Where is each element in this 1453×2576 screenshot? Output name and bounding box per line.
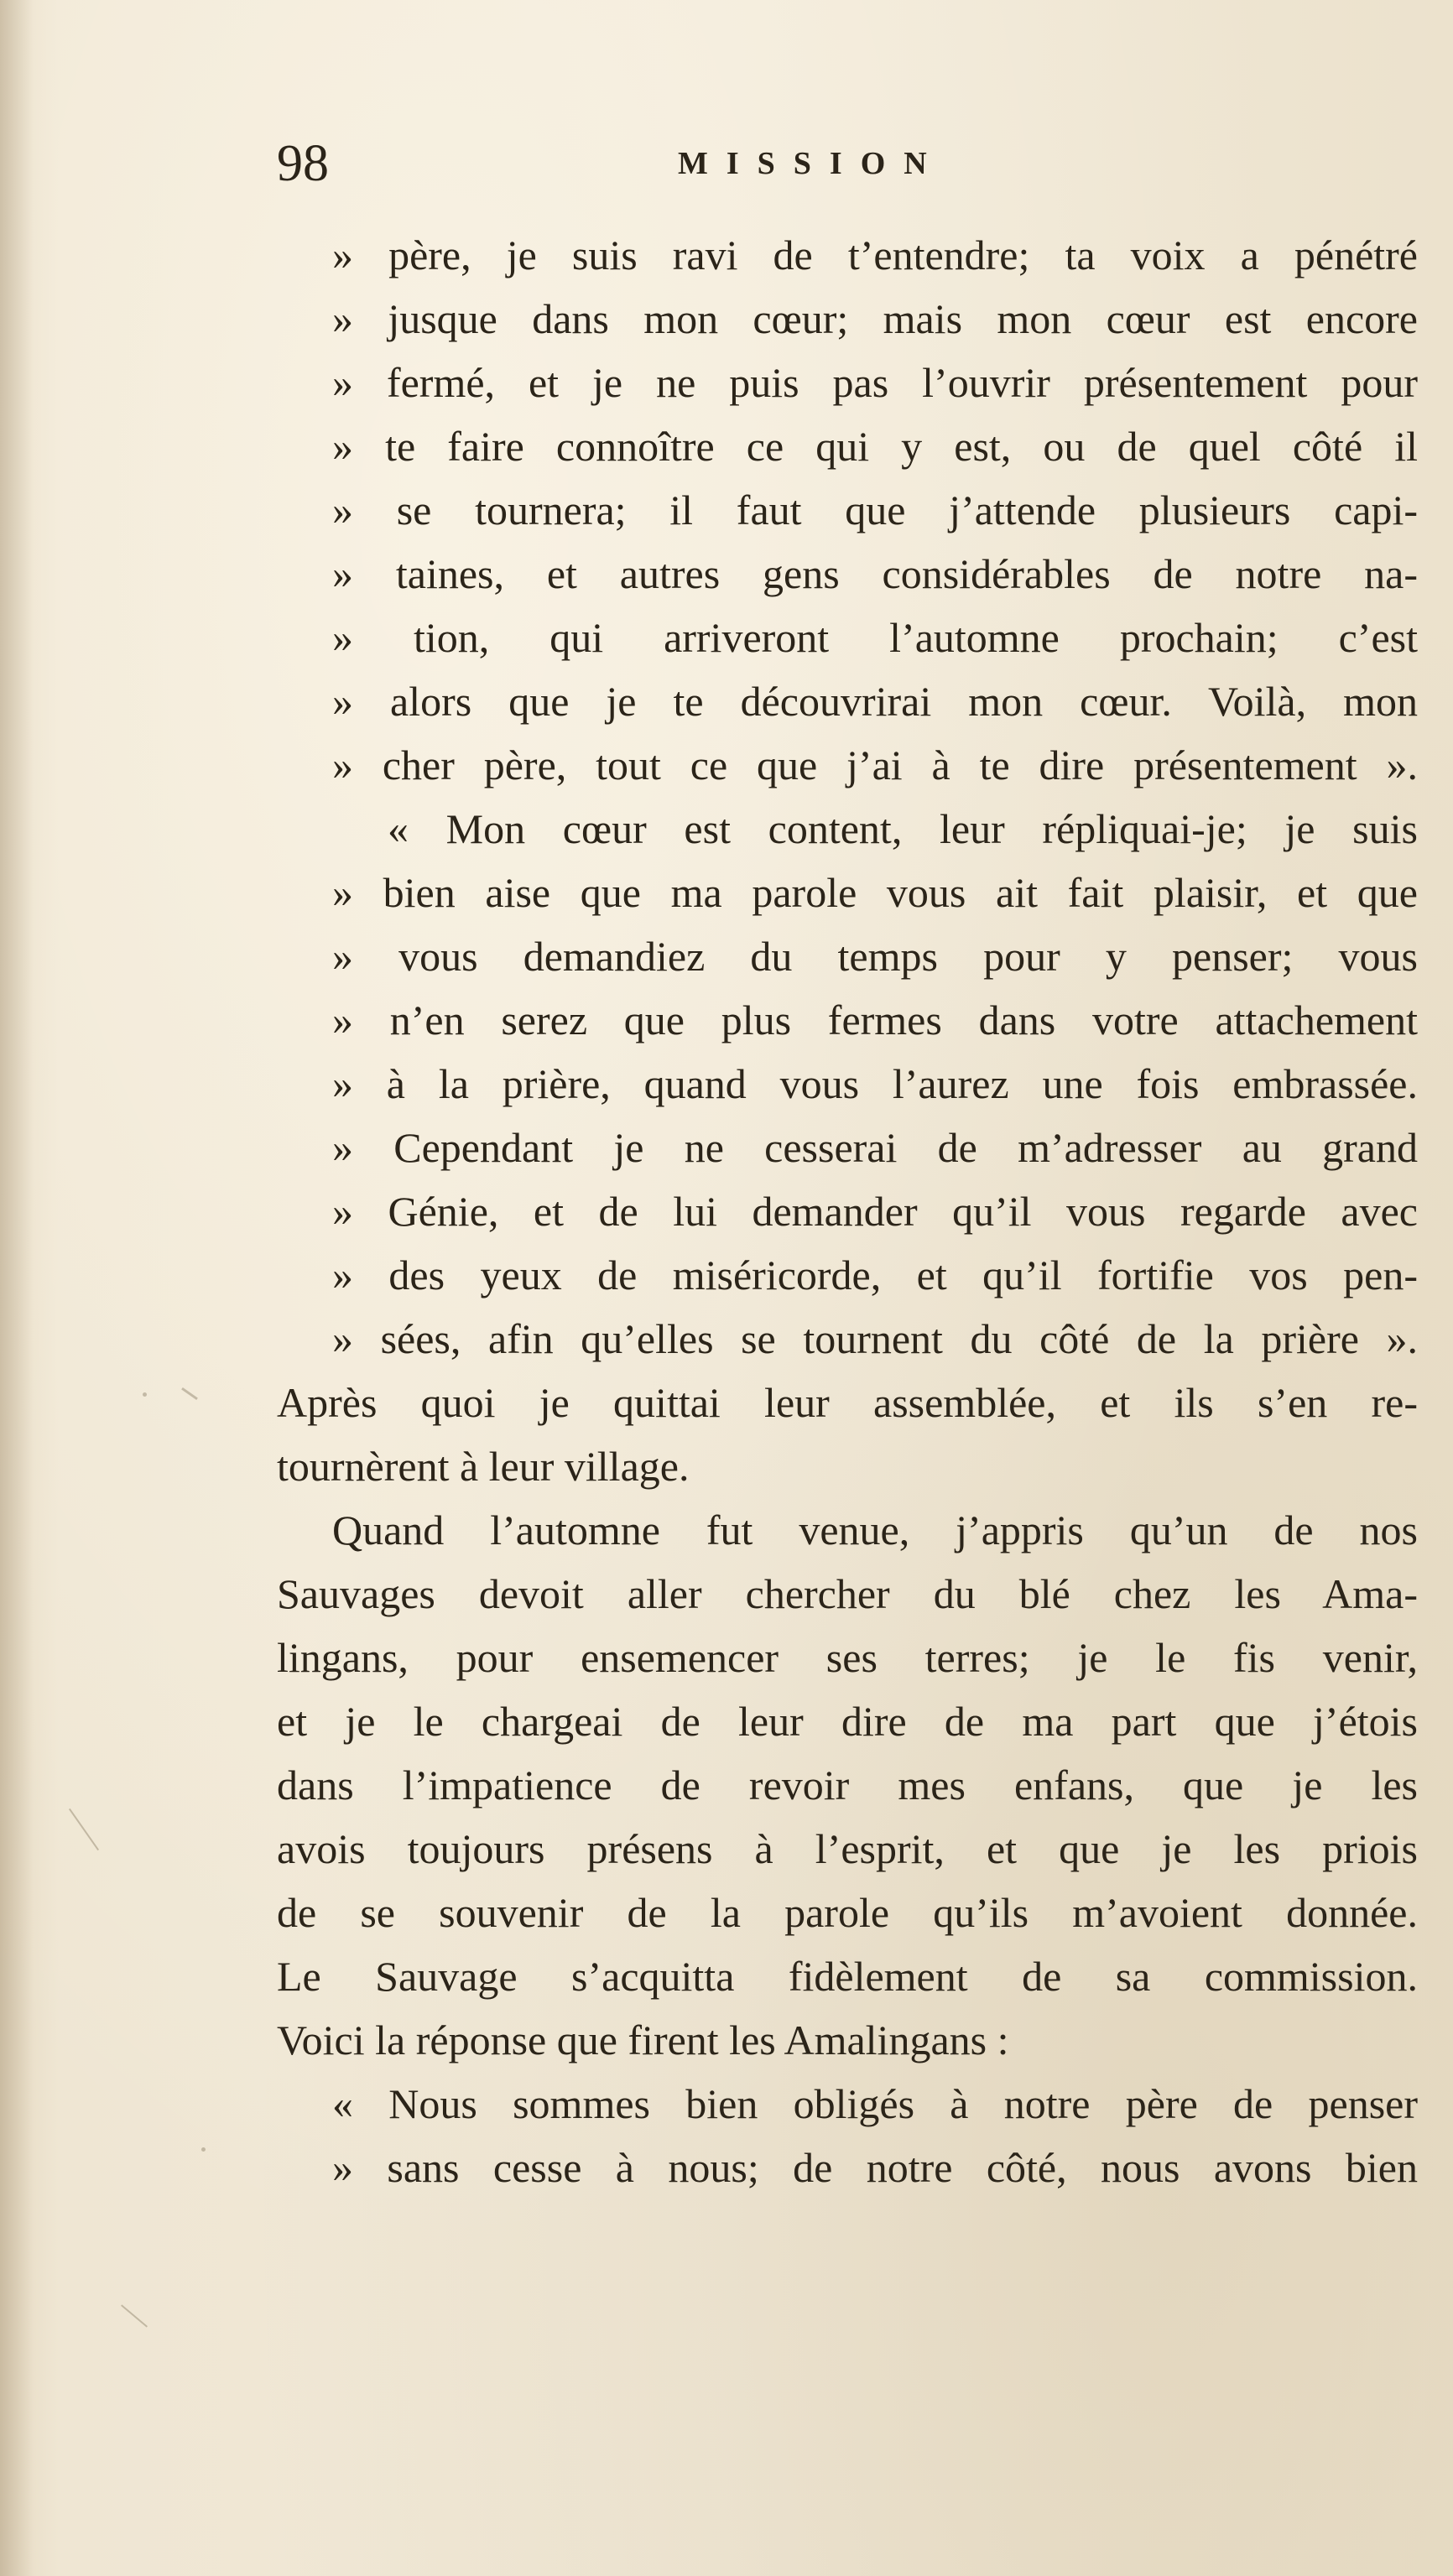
text-line: » bien aise que ma parole vous ait fait plaisir, et que [332,869,1418,916]
text-line: dans l’impatience de revoir mes enfans, que je les [277,1762,1418,1808]
page-number: 98 [277,135,329,192]
paper-speck [121,2304,148,2327]
paper-speck [181,1387,198,1400]
text-line: » sans cesse à nous; de notre côté, nous avons bien [332,2144,1418,2191]
text-line: » des yeux de miséricorde, et qu’il fortifie vos pen- [332,1252,1418,1298]
text-line: » tion, qui arriveront l’automne prochain; c’est [332,614,1418,661]
text-line: « Mon cœur est content, leur répliquai-je; je suis [388,805,1418,852]
text-line: et je le chargeai de leur dire de ma part que j’étois [277,1698,1418,1745]
text-line: » n’en serez que plus fermes dans votre attachement [332,997,1418,1043]
body-text [277,223,1418,2199]
text-line: lingans, pour ensemencer ses terres; je le fis venir, [277,1634,1418,1681]
text-line: » jusque dans mon cœur; mais mon cœur est encore [332,295,1418,342]
paper-speck [201,2147,206,2152]
text-line: « Nous sommes bien obligés à notre père de penser [332,2080,1418,2127]
text-line: » alors que je te découvrirai mon cœur. Voilà, mon [332,678,1418,725]
running-head: MISSION [678,146,945,181]
text-line: » vous demandiez du temps pour y penser; vous [332,933,1418,980]
text-line: » te faire connoître ce qui y est, ou de quel côté il [332,423,1418,470]
text-line: » Cependant je ne cesserai de m’adresser au grand [332,1124,1418,1171]
paper-speck [69,1808,99,1850]
text-line: tournèrent à leur village. [277,1443,690,1490]
text-line: » à la prière, quand vous l’aurez une fois embrassée. [332,1060,1418,1107]
text-line: » sées, afin qu’elles se tournent du côté de la prière ». [332,1315,1418,1362]
text-line: Quand l’automne fut venue, j’appris qu’un de nos [332,1507,1418,1553]
text-line: Sauvages devoit aller chercher du blé chez les Ama- [277,1570,1418,1617]
text-line: » se tournera; il faut que j’attende plusieurs capi- [332,487,1418,533]
text-line: » cher père, tout ce que j’ai à te dire présentement ». [332,742,1418,788]
text-line: avois toujours présens à l’esprit, et que je les priois [277,1825,1418,1872]
text-line: de se souvenir de la parole qu’ils m’avoient donnée. [277,1889,1418,1936]
text-line: » taines, et autres gens considérables de notre na- [332,550,1418,597]
page-header [277,126,1418,201]
text-line: Après quoi je quittai leur assemblée, et ils s’en re- [277,1379,1418,1426]
text-line: Le Sauvage s’acquitta fidèlement de sa commission. [277,1953,1418,2000]
spine-shadow [0,0,34,2576]
text-line: » père, je suis ravi de t’entendre; ta voix a pénétré [332,232,1418,278]
paper-speck [143,1392,147,1397]
text-line: » fermé, et je ne puis pas l’ouvrir présentement pour [332,359,1418,406]
text-line: Voici la réponse que firent les Amalingans : [277,2017,1009,2063]
text-line: » Génie, et de lui demander qu’il vous regarde avec [332,1188,1418,1235]
